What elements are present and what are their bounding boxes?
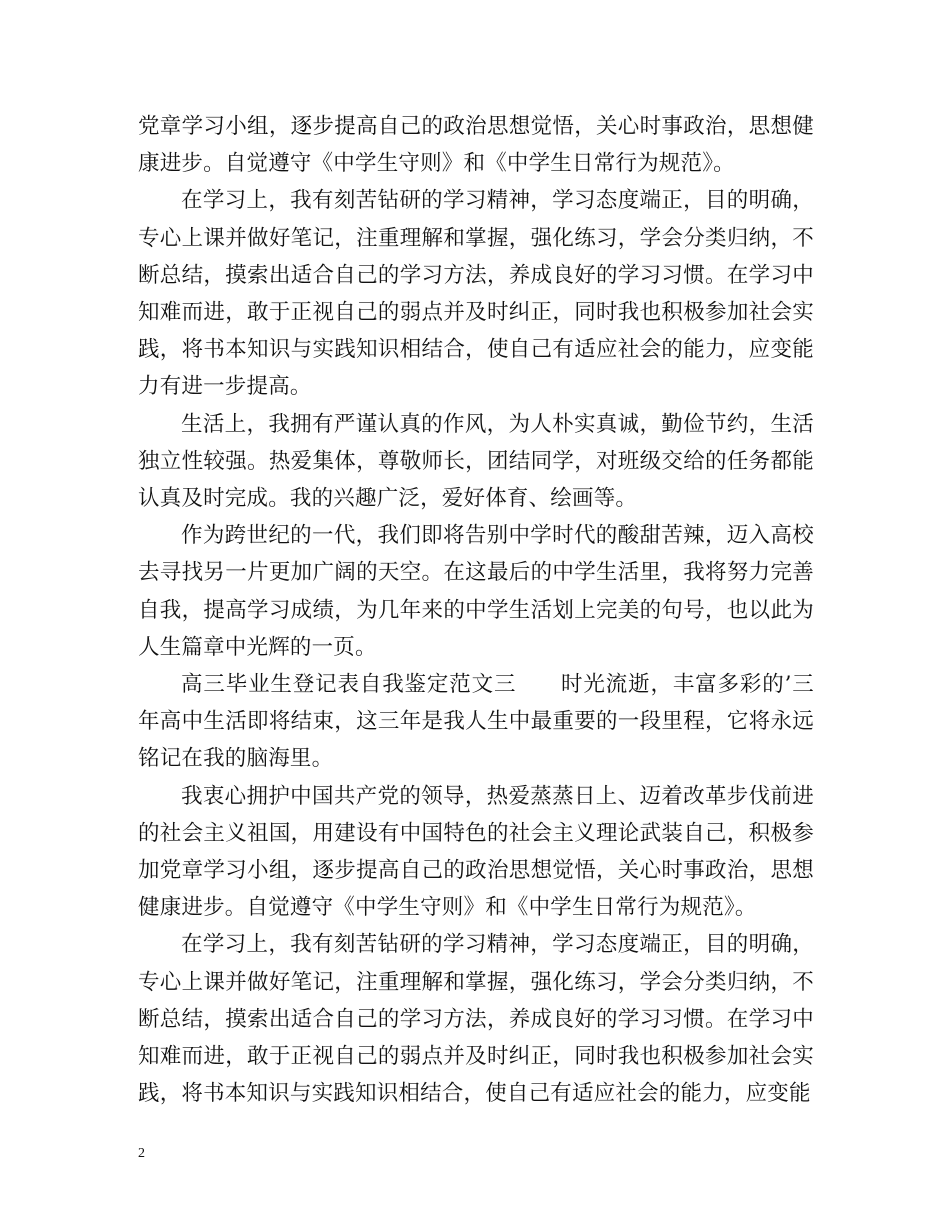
paragraph-7: 在学习上，我有刻苦钻研的学习精神，学习态度端正，目的明确，专心上课并做好笔记，注重理解和掌握，强化练习，学会分类归纳，不断总结，摸索出适合自己的学习方法，养成良好的学习习惯。在学习中知难而进，敢于正视自己的弱点并及时纠正，同时我也积极参加社会实践，将书本知识与实践知识相结合，使自己有适应社会的能力，应变能 <box>138 932 814 1107</box>
paragraph-1: 党章学习小组，逐步提高自己的政治思想觉悟，关心时事政治，思想健康进步。自觉遵守《中学生守则》和《中学生日常行为规范》。 <box>138 114 814 177</box>
paragraph-4: 作为跨世纪的一代，我们即将告别中学时代的酸甜苦辣，迈入高校去寻找另一片更加广阔的天空。在这最后的中学生活里，我将努力完善自我，提高学习成绩，为几年来的中学生活划上完美的句号，也以此为人生篇章中光辉的一页。 <box>138 523 814 660</box>
document-body <box>138 108 814 1112</box>
paragraph-3: 生活上，我拥有严谨认真的作风，为人朴实真诚，勤俭节约，生活独立性较强。热爱集体，尊敬师长，团结同学，对班级交给的任务都能认真及时完成。我的兴趣广泛，爱好体育、绘画等。 <box>138 411 814 512</box>
page-number: 2 <box>138 1146 145 1161</box>
paragraph-2: 在学习上，我有刻苦钻研的学习精神，学习态度端正，目的明确，专心上课并做好笔记，注重理解和掌握，强化练习，学会分类归纳，不断总结，摸索出适合自己的学习方法，养成良好的学习习惯。在学习中知难而进，敢于正视自己的弱点并及时纠正，同时我也积极参加社会实践，将书本知识与实践知识相结合，使自己有适应社会的能力，应变能力有进一步提高。 <box>138 188 814 400</box>
paragraph-6: 我衷心拥护中国共产党的领导，热爱蒸蒸日上、迈着改革步伐前进的社会主义祖国，用建设有中国特色的社会主义理论武装自己，积极参加党章学习小组，逐步提高自己的政治思想觉悟，关心时事政治，思想健康进步。自觉遵守《中学生守则》和《中学生日常行为规范》。 <box>138 783 814 921</box>
paragraph-5: 高三毕业生登记表自我鉴定范文三 时光流逝，丰富多彩的’三年高中生活即将结束，这三年是我人生中最重要的一段里程，它将永远铭记在我的脑海里。 <box>138 672 814 772</box>
